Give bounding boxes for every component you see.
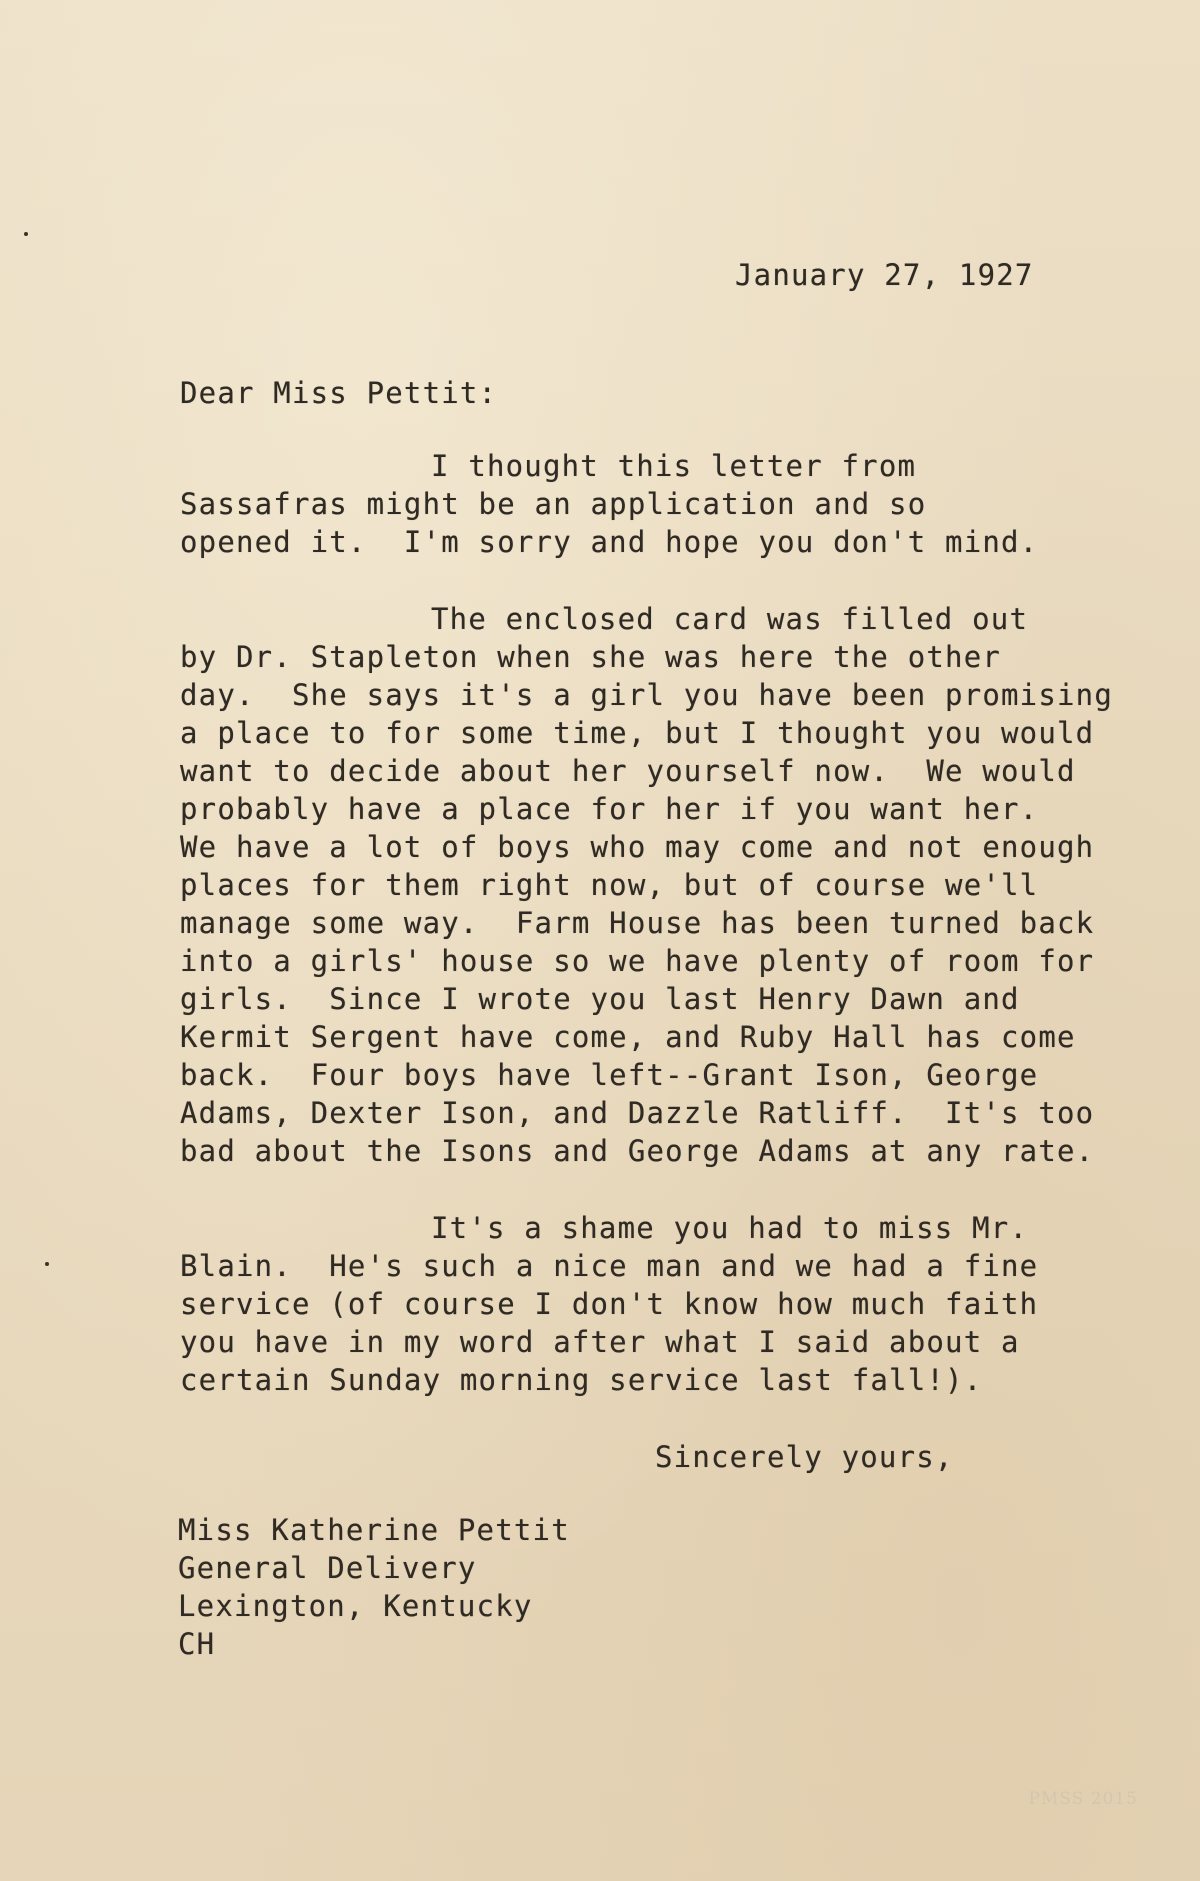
paragraph-3-line: Blain. He's such a nice man and we had a fine	[180, 1249, 1039, 1283]
paragraph-2-line: bad about the Isons and George Adams at any rate.	[180, 1134, 1095, 1168]
paragraph-2-line: by Dr. Stapleton when she was here the other	[180, 640, 1002, 674]
address-line: Miss Katherine Pettit	[178, 1513, 570, 1547]
paragraph-2-line: Kermit Sergent have come, and Ruby Hall has come	[180, 1020, 1076, 1054]
typist-initials: CH	[178, 1627, 216, 1661]
paragraph-3-line: service (of course I don't know how much faith	[180, 1287, 1039, 1321]
paragraph-1-line: Sassafras might be an application and so	[180, 487, 927, 521]
paragraph-2-line: places for them right now, but of course we'll	[180, 868, 1039, 902]
paragraph-2-line: day. She says it's a girl you have been promising	[180, 678, 1113, 712]
paragraph-3-line: you have in my word after what I said about a	[180, 1325, 1020, 1359]
paragraph-2-line: manage some way. Farm House has been turned back	[180, 906, 1095, 940]
paragraph-2-line: back. Four boys have left--Grant Ison, George	[180, 1058, 1039, 1092]
paragraph-1-line: opened it. I'm sorry and hope you don't mind.	[180, 525, 1039, 559]
paragraph-2-line: Adams, Dexter Ison, and Dazzle Ratliff. It's too	[180, 1096, 1095, 1130]
address-line: Lexington, Kentucky	[178, 1589, 533, 1623]
closing: Sincerely yours,	[655, 1440, 954, 1474]
paragraph-2-line: want to decide about her yourself now. We would	[180, 754, 1076, 788]
archive-watermark: PMSS 2015	[1028, 1789, 1138, 1809]
paragraph-3-line: certain Sunday morning service last fall!).	[180, 1363, 983, 1397]
paragraph-2-line: into a girls' house so we have plenty of room for	[180, 944, 1095, 978]
paragraph-2-line: The enclosed card was filled out	[431, 602, 1029, 636]
paper-speck	[45, 1262, 49, 1266]
address-line: General Delivery	[178, 1551, 477, 1585]
paragraph-2-line: a place to for some time, but I thought you would	[180, 716, 1095, 750]
letter-date: January 27, 1927	[735, 258, 1034, 292]
paragraph-2-line: probably have a place for her if you want her.	[180, 792, 1039, 826]
salutation: Dear Miss Pettit:	[180, 376, 498, 410]
paragraph-3-line: It's a shame you had to miss Mr.	[431, 1211, 1029, 1245]
paragraph-2-line: We have a lot of boys who may come and not enough	[180, 830, 1095, 864]
paper-speck	[24, 232, 28, 236]
paragraph-2-line: girls. Since I wrote you last Henry Dawn and	[180, 982, 1020, 1016]
paragraph-1-line: I thought this letter from	[431, 449, 917, 483]
